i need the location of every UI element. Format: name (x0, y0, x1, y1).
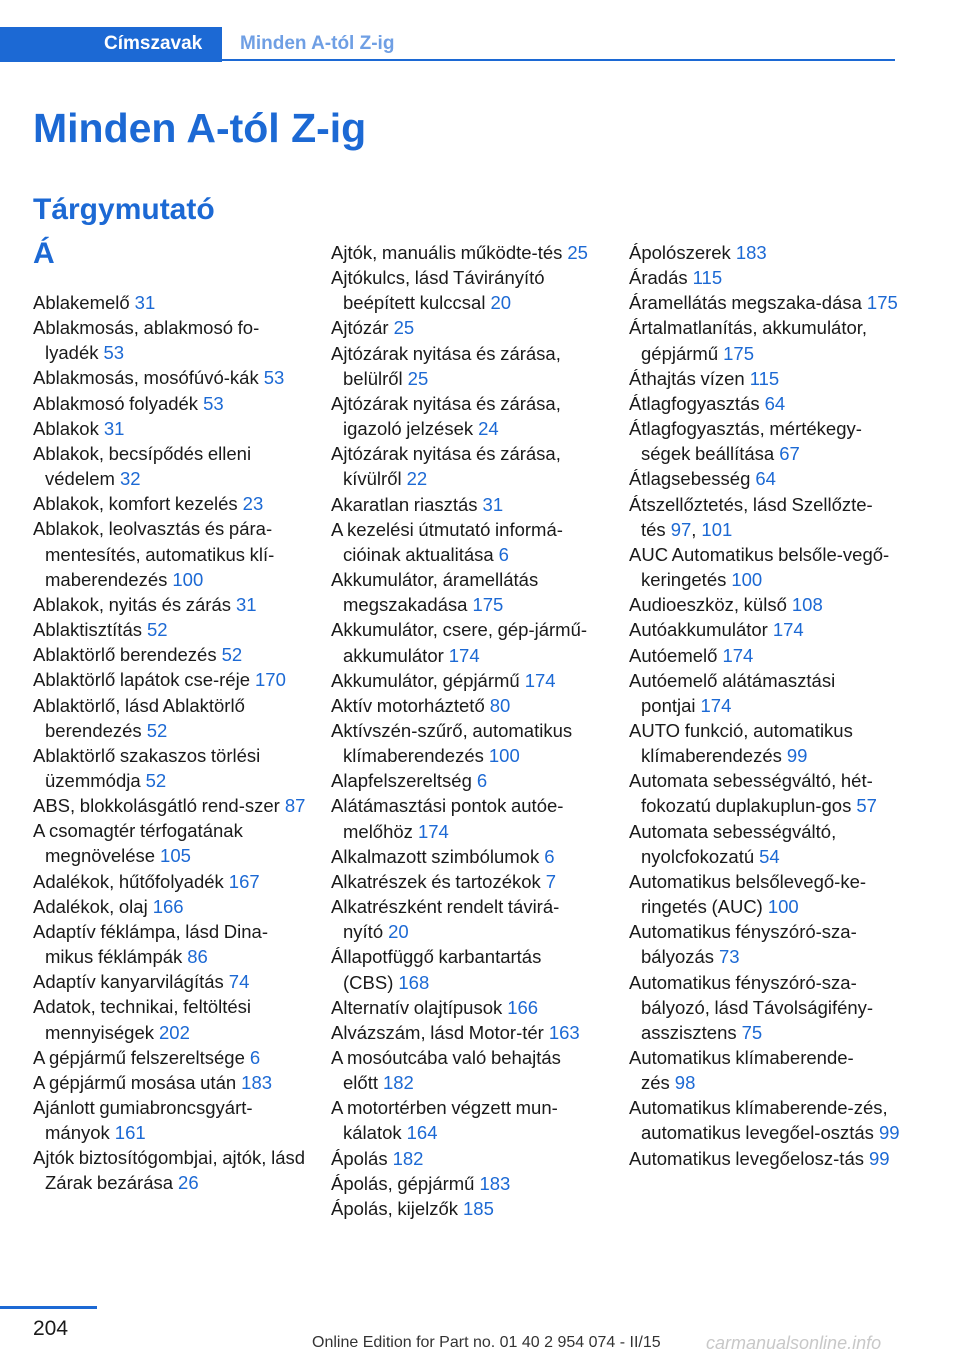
index-entry (33, 969, 308, 994)
page-link[interactable]: 175 (723, 342, 755, 364)
index-entry-text: Alkalmazott szimbólumok (331, 845, 540, 867)
index-entry (331, 718, 601, 768)
page-link[interactable]: 74 (228, 971, 250, 993)
index-entry (331, 517, 601, 567)
index-entry-text: Alátámasztási pontok autóe-melőhöz (331, 795, 564, 842)
index-entry (33, 617, 308, 642)
index-entry (33, 743, 308, 793)
index-entry (33, 693, 308, 743)
header-bar (0, 27, 895, 62)
index-entry-text: Automatikus belsőlevegő-ke-ringetés (AUC) (629, 870, 867, 918)
index-entry (331, 265, 601, 315)
index-entry-text: Alkatrészek és tartozékok (331, 870, 541, 892)
page-link[interactable]: 54 (759, 845, 780, 867)
page-link[interactable]: 166 (152, 895, 184, 917)
page-link[interactable]: 108 (791, 594, 823, 616)
index-column-3 (629, 240, 904, 1171)
index-entry-text: Átszellőztetés, lásd Szellőzte-tés (629, 493, 873, 540)
index-entry (629, 466, 904, 491)
page-link[interactable]: 53 (103, 342, 125, 364)
index-entry-text: Ablaktörlő, lásd Ablaktörlő berendezés (33, 694, 245, 741)
page-link[interactable]: 25 (567, 242, 588, 263)
index-entry (629, 718, 904, 768)
index-entry-text: Ápolószerek (629, 242, 731, 263)
index-entry (33, 491, 308, 516)
index-column-1 (33, 290, 308, 1196)
page-link[interactable]: 52 (221, 644, 243, 666)
page-link[interactable]: 25 (407, 367, 429, 389)
index-entry-text: Ártalmatlanítás, akkumulátor, gépjármű (629, 317, 868, 364)
watermark: carmanualsonline.info (706, 1333, 882, 1353)
index-entry-text: Ablaktörlő lapátok cse-réje (33, 669, 250, 691)
index-entry-text: Ablakmosó folyadék (33, 392, 199, 414)
page-title: Minden A-tól Z-ig (33, 105, 367, 151)
index-entry (629, 1045, 904, 1095)
index-entry (33, 1070, 308, 1095)
page-link[interactable]: 31 (134, 292, 156, 313)
page-link[interactable]: 23 (242, 493, 264, 515)
index-entry-text: Automatikus levegőelosz-tás (629, 1147, 864, 1169)
index-entry-text: Alkatrészként rendelt távirá-nyító (331, 896, 560, 943)
index-entry (331, 567, 601, 617)
index-entry (331, 391, 601, 441)
index-entry (33, 642, 308, 667)
page-link[interactable]: 100 (488, 745, 520, 767)
index-entry (33, 994, 308, 1044)
footer-accent-line (0, 1306, 97, 1309)
index-entry-text: Állapotfüggő karbantartás (CBS) (331, 946, 542, 993)
index-entry (331, 1146, 601, 1171)
index-entry (33, 818, 308, 868)
page-link[interactable]: 174 (524, 669, 556, 691)
page-link[interactable]: 174 (772, 619, 804, 641)
index-entry (331, 617, 601, 667)
page-link[interactable]: 174 (722, 644, 754, 666)
index-letter-heading: Á (33, 237, 55, 270)
index-entry-text: Adatok, technikai, feltöltési mennyiségek (33, 996, 252, 1043)
tab-cimszavak[interactable]: Címszavak (0, 27, 222, 62)
index-entry (629, 970, 904, 1045)
index-entry (629, 290, 904, 315)
page-link[interactable]: 100 (767, 896, 799, 918)
page-link[interactable]: 100 (172, 568, 204, 590)
page-link[interactable]: 99 (878, 1122, 900, 1144)
index-entry-text: Alapfelszereltség (331, 770, 472, 792)
index-entry-text: Ápolás, kijelzők (331, 1197, 459, 1219)
index-entry-text: Ajtózárak nyitása és zárása, igazoló jelzések (331, 392, 561, 440)
index-entry (33, 516, 308, 591)
page-link[interactable]: 6 (476, 770, 488, 792)
page-link[interactable]: 175 (866, 292, 898, 314)
page-link[interactable]: 52 (147, 619, 168, 641)
page-link[interactable]: 32 (119, 468, 141, 490)
index-entry-text: Automatikus fényszóró-sza-bályozó, lásd Távolságifény-asszisztens (629, 971, 874, 1043)
index-entry-text: Ajtózár (331, 317, 389, 339)
index-entry-text: Akaratlan riasztás (331, 493, 478, 515)
page-link[interactable]: 98 (674, 1072, 696, 1094)
index-entry: Átszellőztetés, lásd Szellőzte-tés 97, 101 (629, 493, 873, 540)
index-entry-text: Átlagfogyasztás, mértékegy-ségek beállítása (629, 418, 862, 465)
index-entry-text: A csomagtér térfogatának megnövelése (33, 820, 243, 867)
index-entry-text: Áramellátás megszaka-dása (629, 292, 862, 314)
index-entry-text: Átlagfogyasztás (629, 392, 760, 414)
index-entry-text: Autóemelő (629, 644, 718, 666)
index-entry-text: Ablakok, komfort kezelés (33, 493, 238, 515)
page-link[interactable]: 174 (448, 644, 480, 666)
page-link[interactable]: 52 (145, 769, 167, 791)
index-entry (331, 1171, 601, 1196)
index-entry-text: Ablakok, becsípődés elleni védelem (33, 442, 252, 490)
index-entry-text: Automatikus klímaberende-zés (629, 1047, 854, 1094)
page-link[interactable]: 64 (755, 468, 776, 490)
index-entry (629, 819, 904, 869)
index-entry-text: Ajtózárak nyitása és zárása, kívülről (331, 443, 561, 490)
index-entry-text: Ajtók, manuális működte-tés (331, 242, 563, 263)
index-entry (331, 441, 601, 491)
page-link[interactable]: 6 (544, 845, 555, 867)
index-entry-text: Ablakmosás, ablakmosó fo-lyadék (33, 317, 260, 364)
page-link[interactable]: 174 (700, 694, 732, 716)
page-link[interactable]: 168 (398, 971, 430, 993)
index-entry-text: Adaptív kanyarvilágítás (33, 971, 224, 993)
index-entry (629, 542, 904, 592)
index-entry-text: Ajánlott gumiabroncsgyárt-mányok (33, 1097, 253, 1144)
index-entry-text: Adalékok, olaj (33, 895, 148, 917)
index-entry-text: ABS, blokkolásgátló rend-szer (33, 795, 280, 817)
index-entry-text: Automatikus klímaberende-zés, automatikus levegőel-osztás (629, 1097, 888, 1144)
index-entry (33, 365, 308, 390)
page-link[interactable]: 99 (786, 745, 808, 767)
page-link[interactable]: 26 (178, 1172, 199, 1194)
index-entry-text: Automata sebességváltó, hét-fokozatú duplakuplun-gos (629, 770, 873, 817)
index-entry (629, 617, 904, 642)
index-entry (331, 844, 601, 869)
page-link[interactable]: 166 (507, 996, 539, 1018)
index-entry (33, 391, 308, 416)
index-entry (33, 667, 308, 692)
index-entry (629, 366, 904, 391)
index-entry-text: Ajtózárak nyitása és zárása, belülről (331, 342, 561, 389)
index-entry-text: Ápolás, gépjármű (331, 1172, 475, 1194)
index-entry-text: Audioeszköz, külső (629, 594, 787, 616)
index-entry (331, 894, 601, 944)
index-entry (331, 668, 601, 693)
page-link[interactable]: 73 (719, 946, 740, 968)
index-entry-text: Ablaktörlő szakaszos törlési üzemmódja (33, 744, 261, 791)
index-entry (331, 995, 601, 1020)
index-entry (629, 768, 904, 818)
page-link[interactable]: 183 (735, 242, 767, 263)
index-entry (331, 693, 601, 718)
index-entry-text: Ablakok, nyitás és zárás (33, 593, 231, 615)
index-entry (629, 265, 904, 290)
page-link[interactable]: 7 (545, 870, 557, 892)
index-entry (629, 919, 904, 969)
page-link[interactable]: 183 (479, 1172, 511, 1194)
index-entry-text: Autóakkumulátor (629, 619, 768, 641)
index-entry-text: A mosóutcába való behajtás előtt (331, 1047, 561, 1094)
index-entry-text: Akkumulátor, csere, gép-jármű-akkumulátor (331, 619, 588, 666)
index-entry-text: Automata sebességváltó, nyolcfokozatú (629, 820, 837, 867)
index-entry-text: A gépjármű felszereltsége (33, 1046, 245, 1068)
page-link[interactable]: 86 (187, 946, 208, 968)
index-entry-text: A kezelési útmutató informá-cióinak aktualitása (331, 518, 563, 565)
index-entry (331, 793, 601, 843)
edition-info: Online Edition for Part no. 01 40 2 954 074 - II/15 (312, 1334, 661, 1351)
index-entry-text: Aktívszén-szűrő, automatikus klímaberendezés (331, 719, 573, 767)
index-entry (331, 1095, 601, 1145)
page-number: 204 (33, 1317, 69, 1340)
page-link[interactable]: 25 (393, 317, 415, 339)
index-entry (331, 240, 601, 265)
index-entry (629, 315, 904, 365)
page-link[interactable]: 105 (160, 845, 191, 867)
page-link[interactable]: 22 (406, 468, 428, 490)
index-entry-text: Alternatív olajtípusok (331, 996, 503, 1018)
index-column-2 (331, 240, 601, 1221)
index-entry-text: Adalékok, hűtőfolyadék (33, 870, 224, 892)
index-entry-text: Aktív motorháztető (331, 694, 485, 716)
index-entry-text: Automatikus fényszóró-sza-bályozás (629, 921, 857, 968)
index-entry (331, 315, 601, 340)
index-entry (331, 1045, 601, 1095)
index-entry (629, 1146, 904, 1171)
page-link[interactable]: 163 (548, 1021, 580, 1043)
index-entry-text: Ajtók biztosítógombjai, ajtók, lásd Zárak bezárása (33, 1147, 306, 1194)
index-entry (331, 944, 601, 994)
index-entry (331, 1196, 601, 1221)
page-link[interactable]: 80 (489, 694, 511, 716)
page-link[interactable]: 31 (482, 493, 504, 515)
header-divider (222, 59, 895, 61)
index-entry (629, 643, 904, 668)
index-entry-text: Akkumulátor, áramellátás megszakadása (331, 569, 539, 616)
page-link[interactable]: 185 (463, 1197, 494, 1219)
page-link[interactable]: 115 (692, 267, 723, 289)
page-link[interactable]: 164 (406, 1122, 438, 1144)
page-link[interactable]: 161 (114, 1122, 146, 1144)
index-entry-text: AUC Automatikus belsőle-vegő-keringetés (629, 543, 890, 591)
index-entry-text: Alvázszám, lásd Motor-tér (331, 1021, 544, 1043)
index-entry (33, 793, 308, 818)
index-entry (33, 592, 308, 617)
page-link[interactable]: 20 (388, 921, 409, 943)
index-entry (629, 668, 904, 718)
index-entry (33, 1095, 308, 1145)
page-link[interactable]: 6 (249, 1046, 261, 1068)
index-entry-text: Autóemelő alátámasztási pontjai (629, 669, 836, 716)
index-entry (33, 416, 308, 441)
index-entry-text: Ápolás (331, 1147, 388, 1169)
index-entry (331, 341, 601, 391)
index-entry (33, 441, 308, 491)
tab-minden-a-tol-z-ig[interactable]: Minden A-tól Z-ig (240, 33, 395, 54)
index-entry (331, 492, 601, 517)
page-link[interactable]: 167 (228, 870, 260, 892)
page-link[interactable]: 97 (670, 518, 692, 540)
index-entry (629, 240, 904, 265)
page-link[interactable]: 175 (472, 594, 504, 616)
page-link[interactable]: 24 (478, 418, 499, 440)
page-link[interactable]: 52 (146, 719, 168, 741)
page-link[interactable]: 20 (490, 292, 512, 314)
index-entry-text: Ablakok (33, 417, 99, 439)
index-entry (629, 416, 904, 466)
page-link[interactable]: 115 (749, 367, 780, 389)
index-entry-text: AUTO funkció, automatikus klímaberendezés (629, 719, 853, 767)
index-entry (629, 592, 904, 617)
index-entry (629, 1095, 904, 1145)
index-entry (331, 1020, 601, 1045)
page-link[interactable]: 67 (779, 443, 800, 465)
index-entry-text: Ajtókulcs, lásd Távirányító beépített kulccsal (331, 267, 545, 314)
page-link[interactable]: 57 (856, 795, 877, 817)
index-entry (33, 315, 308, 365)
index-entry (33, 1145, 308, 1195)
page-link[interactable]: 182 (392, 1147, 424, 1169)
index-entry (331, 869, 601, 894)
index-entry-text: A gépjármű mosása után (33, 1071, 237, 1093)
index-entry (629, 869, 904, 919)
index-entry-text: Akkumulátor, gépjármű (331, 669, 520, 691)
page-link[interactable]: 174 (417, 820, 449, 842)
index-entry-text: Ablaktörlő berendezés (33, 644, 217, 666)
page-link[interactable]: 64 (764, 392, 786, 414)
page-link[interactable]: 183 (241, 1071, 273, 1093)
index-entry (33, 1045, 308, 1070)
index-entry-text: Áradás (629, 267, 688, 289)
page-link[interactable]: 100 (731, 569, 763, 591)
index-entry-text: Átlagsebesség (629, 468, 751, 490)
index-entry (33, 869, 308, 894)
page-link[interactable]: 170 (255, 669, 286, 691)
page-link[interactable]: 101 (701, 518, 733, 540)
index-entry (629, 391, 904, 416)
index-entry-text: Ablakok, leolvasztás és pára-mentesítés, automatikus klí-maberendezés (33, 518, 275, 590)
index-entry-text: Ablakemelő (33, 292, 130, 313)
index-entry-text: Adaptív féklámpa, lásd Dina-mikus féklámpák (33, 920, 269, 968)
page-link[interactable]: 87 (284, 795, 306, 817)
index-entry (331, 768, 601, 793)
index-entry (33, 894, 308, 919)
page-link[interactable]: 202 (159, 1021, 190, 1043)
page-link[interactable]: 75 (741, 1021, 763, 1043)
index-entry (33, 919, 308, 969)
page-link[interactable]: 31 (103, 417, 125, 439)
index-entry-text: Ablaktisztítás (33, 619, 142, 641)
index-entry-text: Ablakmosás, mosófúvó-kák (33, 367, 259, 389)
page-link[interactable]: 6 (498, 543, 509, 565)
index-entry (33, 290, 308, 315)
page-link[interactable]: 182 (382, 1072, 414, 1094)
page-link[interactable]: 53 (263, 367, 285, 389)
index-entry-text: Áthajtás vízen (629, 367, 745, 389)
page-link[interactable]: 99 (868, 1147, 890, 1169)
index-entry-text: A motortérben végzett mun-kálatok (331, 1097, 558, 1144)
page-link[interactable]: 31 (235, 593, 257, 615)
page-link[interactable]: 53 (203, 392, 224, 414)
section-title: Tárgymutató (33, 193, 215, 226)
